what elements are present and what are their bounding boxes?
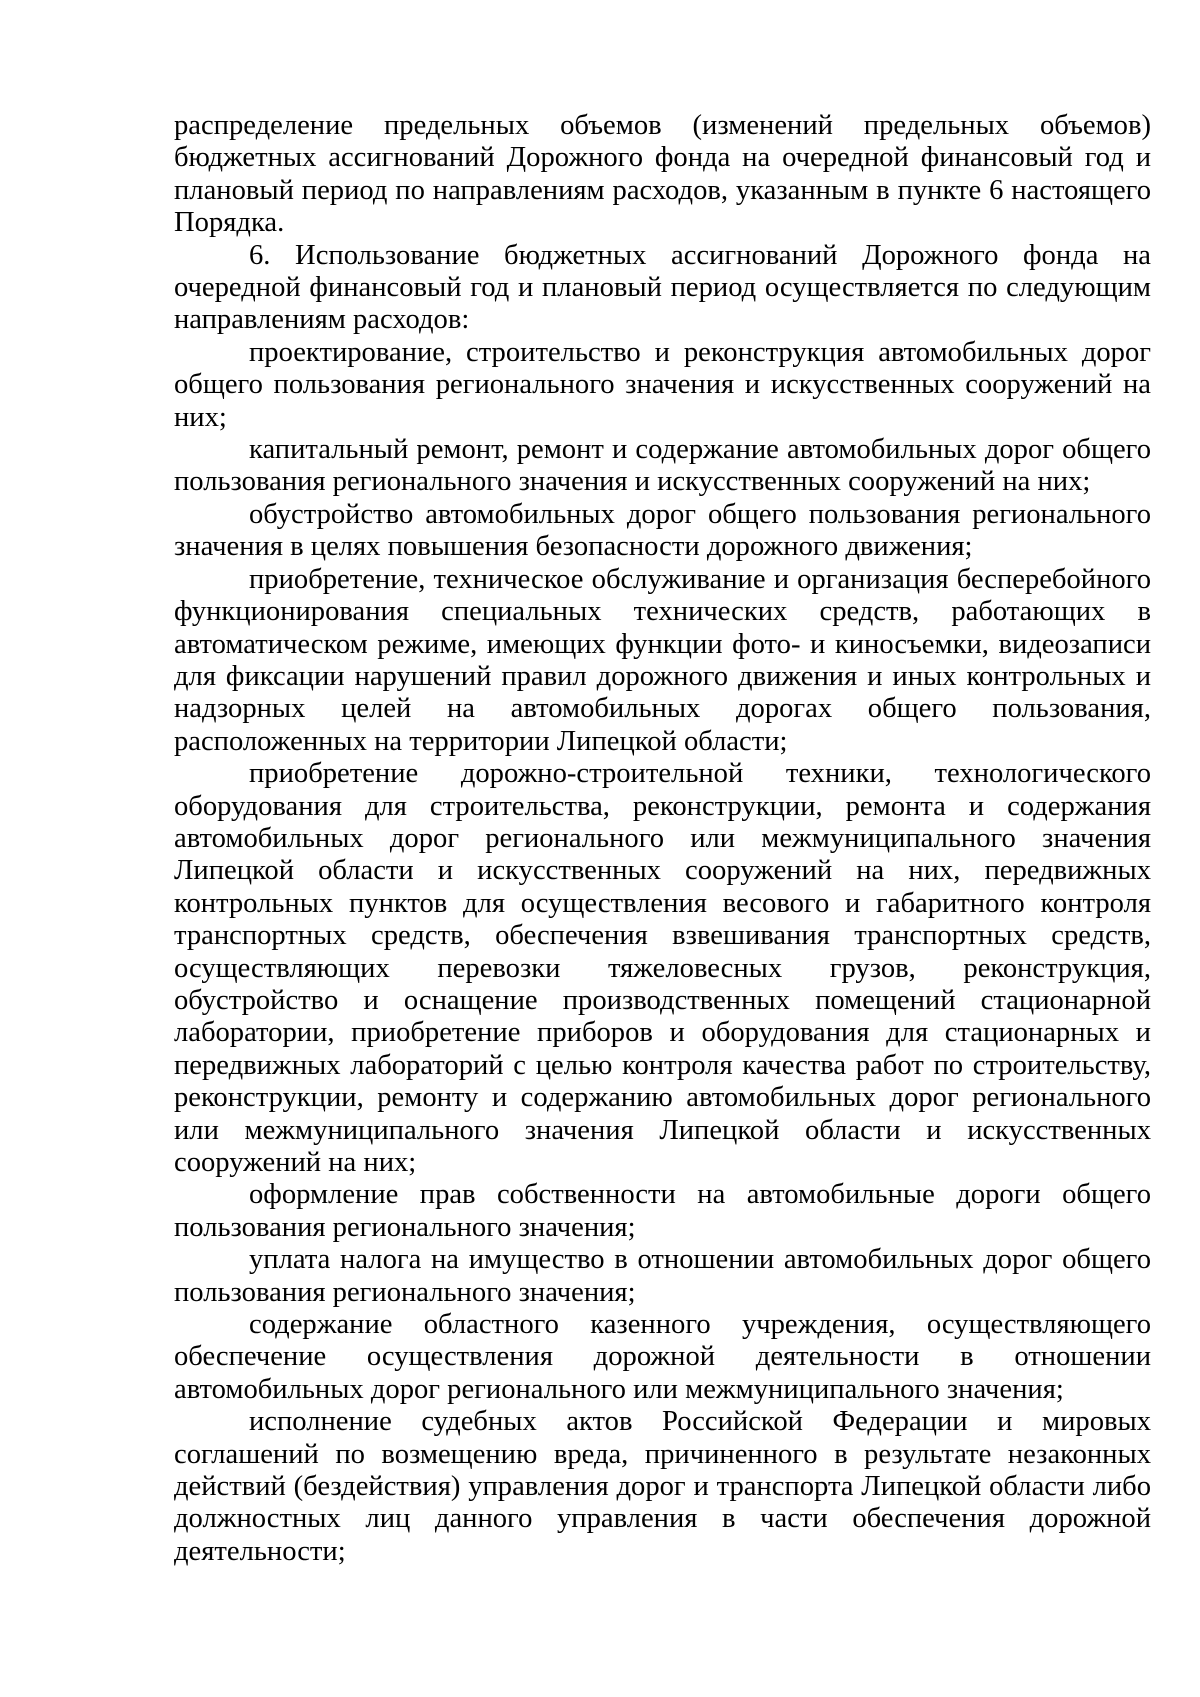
paragraph-item-6: 6. Использование бюджетных ассигнований Дорожного фонда на очередной финансовый год и плановый период осуществляется по следующим направлениям расходов:: [174, 239, 1151, 336]
paragraph-design-construction: проектирование, строительство и реконструкция автомобильных дорог общего пользования регионального значения и искусственных сооружений на них;: [174, 336, 1151, 433]
paragraph-court-acts: исполнение судебных актов Российской Федерации и мировых соглашений по возмещению вреда, причиненного в результате незаконных действий (бездействия) управления дорог и транспорта Липецкой области либо должностных лиц данного управления в части обеспечения дорожной деятельности;: [174, 1406, 1151, 1567]
paragraph-photo-video-equipment: приобретение, техническое обслуживание и организация бесперебойного функционирования специальных технических средств, работающих в автоматическом режиме, имеющих функции фото- и киносъемки, видеозаписи для фиксации нарушений правил дорожного движения и иных контрольных и надзорных целей на автомобильных дорогах общего пользования, расположенных на территории Липецкой области;: [174, 563, 1151, 757]
paragraph-repair-maintenance: капитальный ремонт, ремонт и содержание автомобильных дорог общего пользования регионального значения и искусственных сооружений на них;: [174, 434, 1151, 498]
paragraph-road-machinery: приобретение дорожно-строительной техники, технологического оборудования для строительства, реконструкции, ремонта и содержания автомобильных дорог регионального или межмуниципального значения Липецкой области и искусственных сооружений на них, передвижных контрольных пунктов для осуществления весового и габаритного контроля транспортных средств, обеспечения взвешивания транспортных средств, осуществляющих перевозки тяжеловесных грузов, реконструкция, обустройство и оснащение производственных помещений стационарной лаборатории, приобретение приборов и оборудования для стационарных и передвижных лабораторий с целью контроля качества работ по строительству, реконструкции, ремонту и содержанию автомобильных дорог регионального или межмуниципального значения Липецкой области и искусственных сооружений на них;: [174, 758, 1151, 1178]
paragraph-continuation: распределение предельных объемов (изменений предельных объемов) бюджетных ассигнований Дорожного фонда на очередной финансовый год и плановый период по направлениям расходов, указанным в пункте 6 настоящего Порядка.: [174, 110, 1151, 239]
paragraph-property-tax: уплата налога на имущество в отношении автомобильных дорог общего пользования регионального значения;: [174, 1244, 1151, 1308]
paragraph-state-institution: содержание областного казенного учреждения, осуществляющего обеспечение осуществления дорожной деятельности в отношении автомобильных дорог регионального или межмуниципального значения;: [174, 1309, 1151, 1405]
document-page: [174, 110, 1151, 1568]
paragraph-road-arrangement: обустройство автомобильных дорог общего пользования регионального значения в целях повышения безопасности дорожного движения;: [174, 498, 1151, 563]
paragraph-ownership-rights: оформление прав собственности на автомобильные дороги общего пользования регионального значения;: [174, 1179, 1151, 1243]
